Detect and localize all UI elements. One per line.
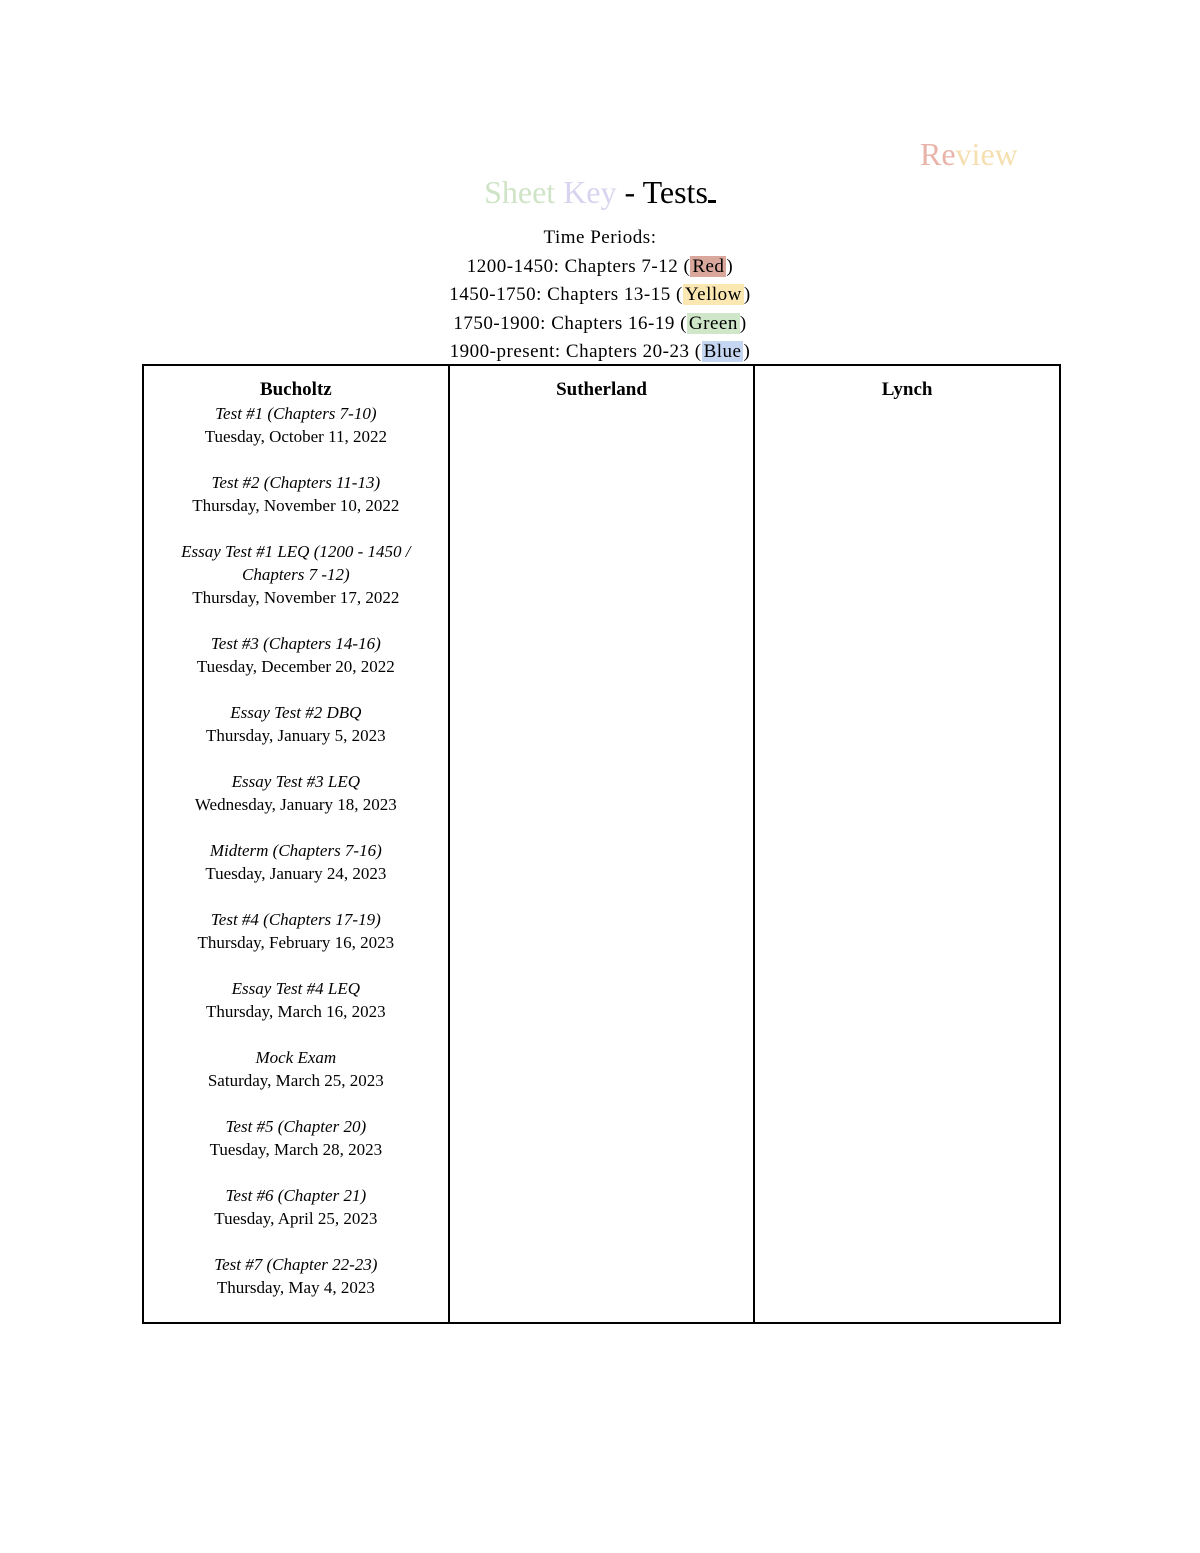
color-label-blue: Blue: [703, 341, 742, 363]
list-item: [144, 1184, 448, 1230]
list-item: [144, 1046, 448, 1092]
period-close: ): [726, 255, 734, 277]
column-header-lynch: Lynch: [754, 365, 1060, 402]
column-header-bucholtz: Bucholtz: [143, 365, 449, 402]
test-date: Thursday, March 16, 2023: [205, 1002, 386, 1021]
column-header-sutherland: Sutherland: [449, 365, 755, 402]
test-title: Mock Exam: [255, 1048, 337, 1067]
color-label-red: Red: [692, 255, 725, 277]
test-date: Tuesday, December 20, 2022: [196, 657, 395, 676]
test-title: Test #3 (Chapters 14-16): [210, 634, 381, 653]
test-date: Thursday, November 17, 2022: [192, 588, 400, 607]
list-item: [144, 908, 448, 954]
test-date: Tuesday, October 11, 2022: [204, 427, 387, 446]
test-title: Test #5 (Chapter 20): [225, 1117, 367, 1136]
lynch-column: [754, 402, 1060, 1323]
title-part1: Sheet: [484, 174, 564, 210]
period-text: 1750-1900: Chapters 16-19 (: [453, 312, 687, 334]
test-title: Test #2 (Chapters 11-13): [211, 473, 381, 492]
test-title: Test #4 (Chapters 17-19): [210, 910, 381, 929]
test-title: Test #1 (Chapters 7-10): [215, 404, 377, 423]
color-label-green: Green: [688, 312, 738, 334]
test-title: Midterm (Chapters 7-16): [209, 841, 382, 860]
page-title: [0, 173, 1200, 211]
test-date: Thursday, January 5, 2023: [205, 726, 386, 745]
period-row-blue: [0, 338, 1200, 367]
period-text: 1900-present: Chapters 20-23 (: [449, 341, 702, 363]
review-label-part1: Re: [920, 136, 956, 172]
test-title: Essay Test #3 LEQ: [231, 772, 360, 791]
title-part3: - Tests: [616, 174, 708, 210]
list-item: [144, 1115, 448, 1161]
bucholtz-entries: [144, 402, 448, 1299]
review-label-part2: view: [955, 136, 1018, 172]
test-date: Thursday, November 10, 2022: [192, 496, 400, 515]
list-item: [144, 839, 448, 885]
sutherland-column: [449, 402, 755, 1323]
title-part2: Key: [563, 174, 617, 210]
period-close: ): [739, 312, 747, 334]
period-close: ): [743, 284, 751, 306]
test-title: Essay Test #2 DBQ: [230, 703, 362, 722]
test-date: Thursday, February 16, 2023: [197, 933, 395, 952]
test-date: Saturday, March 25, 2023: [207, 1071, 384, 1090]
list-item: [144, 1253, 448, 1299]
test-title: Test #7 (Chapter 22-23): [214, 1255, 378, 1274]
list-item: [144, 632, 448, 678]
text-cursor: [708, 174, 716, 203]
test-date: Wednesday, January 18, 2023: [194, 795, 397, 814]
review-label: [920, 136, 1040, 172]
period-text: 1200-1450: Chapters 7-12 (: [466, 255, 691, 277]
test-date: Tuesday, April 25, 2023: [214, 1209, 378, 1228]
time-periods-heading: Time Periods:: [543, 227, 657, 248]
period-row-green: [0, 310, 1200, 339]
bucholtz-column: [143, 402, 449, 1323]
test-title: Test #6 (Chapter 21): [225, 1186, 367, 1205]
list-item: [144, 977, 448, 1023]
test-schedule-table: [142, 364, 1061, 1324]
test-date: Tuesday, January 24, 2023: [205, 864, 387, 883]
list-item: [144, 402, 448, 448]
list-item: [144, 770, 448, 816]
test-date: Thursday, May 4, 2023: [216, 1278, 375, 1297]
table-header-row: [143, 365, 1060, 402]
list-item: [144, 701, 448, 747]
test-title: Essay Test #4 LEQ: [231, 979, 360, 998]
test-title: Essay Test #1 LEQ (1200 - 1450 / Chapters 7 -12): [181, 542, 411, 584]
period-row-red: [0, 253, 1200, 282]
period-close: ): [743, 341, 751, 363]
color-label-yellow: Yellow: [684, 284, 742, 306]
period-text: 1450-1750: Chapters 13-15 (: [449, 284, 683, 306]
time-periods: [0, 224, 1200, 367]
list-item: [144, 540, 448, 609]
table-body-row: [143, 402, 1060, 1323]
list-item: [144, 471, 448, 517]
period-row-yellow: [0, 281, 1200, 310]
test-date: Tuesday, March 28, 2023: [209, 1140, 383, 1159]
